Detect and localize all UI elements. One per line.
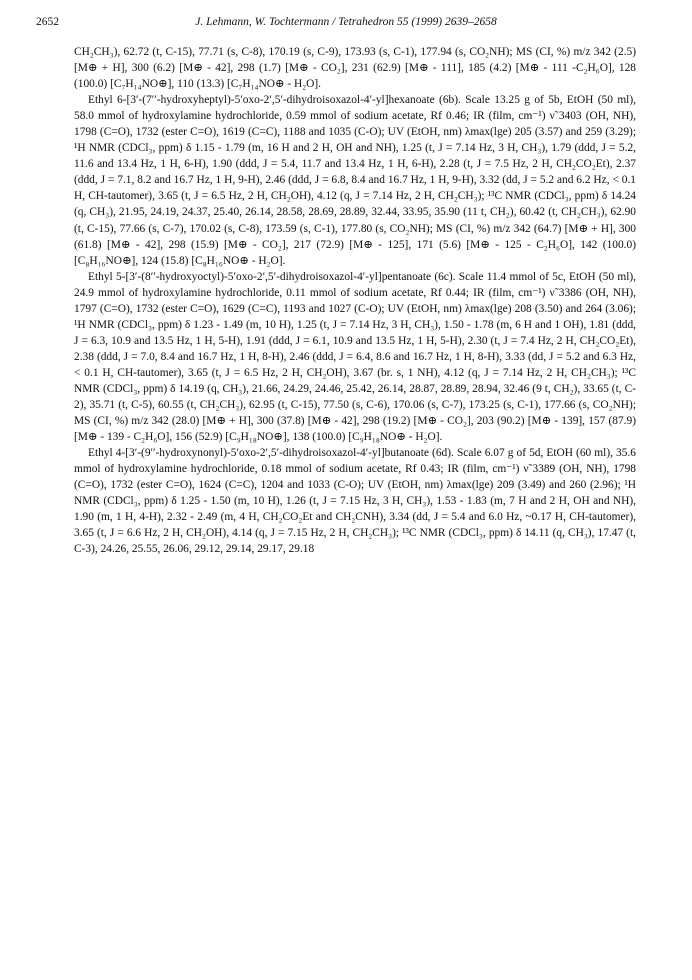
- paragraph-compound-6c: Ethyl 5-[3′-(8′′-hydroxyoctyl)-5′oxo-2′,5′-dihydroisoxazol-4′-yl]pentanoate (6c). Scale 11.4 mmol of 5c, EtOH (50 ml), 24.9 mmol of hydroxylamine hydrochloride, 0.11 mmol of sodium acetate, Rf 0.44; IR (film, cm⁻¹) ν̃ 3386 (OH, NH), 1797 (C=O), 1732 (ester C=O), 1629 (C=C), 1193 and 1027 (C-O); UV (EtOH, nm) λmax(lge) 208 (3.50) and 264 (3.06); ¹H NMR (CDCl₃, ppm) δ 1.23 - 1.49 (m, 10 H), 1.25 (t, J = 7.14 Hz, 3 H, CH₃), 1.50 - 1.78 (m, 6 H and 1 OH), 1.81 (ddd, J = 6.3, 10.9 and 13.5 Hz, 1 H, 5-H), 1.91 (ddd, J = 6.1, 10.9 and 13.5 Hz, 1 H, 5-H), 2.30 (t, J = 7.4 Hz, 2 H, CH₂CO₂Et), 2.38 (ddd, J = 7.0, 8.4 and 16.7 Hz, 1 H, 8-H), 2.46 (ddd, J = 6.4, 8.6 and 16.7 Hz, 1 H, 8-H), 3.33 (dd, J = 5.2 and 6.3 Hz, < 0.1 H, CH-tautomer), 3.65 (t, J = 6.5 Hz, 2 H, CH₂OH), 3.67 (br. s, 1 NH), 4.12 (q, J = 7.14 Hz, 2 H, CH₂CH₃); ¹³C NMR (CDCl₃, ppm) δ 14.19 (q, CH₃), 21.66, 24.29, 24.46, 25.42, 26.14, 28.87, 28.89, 28.94, 32.46 (9 t, CH₂), 33.65 (t, C-2), 35.71 (t, C-5), 60.55 (t, CH₂CH₃), 62.95 (t, C-15), 77.50 (s, C-6), 170.06 (s, C-7), 173.25 (s, C-1), 177.66 (s, CO₂NH); MS (CI, %) m/z 342 (28.0) [M⊕ + H], 300 (37.8) [M⊕ - 42], 298 (19.2) [M⊕ - CO₂], 203 (90.2) [M⊕ - 139], 157 (87.9) [M⊕ - 139 - C₂H₆O], 156 (52.9) [C₉H₁₈NO⊕], 138 (100.0) [C₉H₁₈NO⊕ - H₂O].: [74, 270, 636, 444]
- article-body: [74, 44, 636, 558]
- page-header: [36, 16, 656, 36]
- paragraph-continuation: CH₂CH₃), 62.72 (t, C-15), 77.71 (s, C-8), 170.19 (s, C-9), 173.93 (s, C-1), 177.94 (s, CO₂NH); MS (CI, %) m/z 342 (2.5) [M⊕ + H], 300 (6.2) [M⊕ - 42], 298 (1.7) [M⊕ - CO₂], 231 (62.9) [M⊕ - 111], 185 (4.2) [M⊕ - 111 -C₂H₆O], 128 (100.0) [C₇H₁₄NO⊕], 110 (13.3) [C₇H₁₄NO⊕ - H₂O].: [74, 46, 636, 91]
- paragraph-compound-6b: Ethyl 6-[3′-(7′′-hydroxyheptyl)-5′oxo-2′,5′-dihydroisoxazol-4′-yl]hexanoate (6b). Scale 13.25 g of 5b, EtOH (50 ml), 58.0 mmol of hydroxylamine hydrochloride, 0.59 mmol of sodium acetate, Rf 0.46; IR (film, cm⁻¹) ν̃ 3403 (OH, NH), 1798 (C=O), 1732 (ester C=O), 1619 (C=C), 1188 and 1035 (C-O); UV (EtOH, nm) λmax(lge) 205 (3.57) and 259 (3.29); ¹H NMR (CDCl₃, ppm) δ 1.15 - 1.79 (m, 16 H and 2 H, OH and NH), 1.25 (t, J = 7.14 Hz, 3 H, CH₃), 1.79 (ddd, J = 5.2, 11.6 and 13.4 Hz, 1 H, 6-H), 1.90 (ddd, J = 5.4, 11.7 and 13.4 Hz, 1 H, 6-H), 2.28 (t, J = 7.5 Hz, 2 H, CH₂CO₂Et), 2.37 (ddd, J = 7.1, 8.2 and 16.7 Hz, 1 H, 9-H), 2.46 (ddd, J = 6.8, 8.4 and 16.7 Hz, 1 H, 9-H), 3.32 (dd, J = 5.2 and 6.2 Hz, < 0.1 H, CH-tautomer), 3.65 (t, J = 6.5 Hz, 2 H, CH₂OH), 4.12 (q, J = 7.14 Hz, 2 H, CH₂CH₃); ¹³C NMR (CDCl₃, ppm) δ 14.24 (q, CH₃), 21.95, 24.19, 24.37, 25.40, 26.14, 28.58, 28.69, 28.89, 32.44, 33.95, 35.90 (11 t, CH₂), 60.42 (t, CH₂CH₃), 62.90 (t, C-15), 77.66 (s, C-7), 170.02 (s, C-8), 173.59 (s, C-1), 177.80 (s, CO₂NH); MS (CI, %) m/z 342 (64.7) [M⊕ + H], 300 (61.8) [M⊕ - 42], 298 (15.9) [M⊕ - CO₂], 217 (72.9) [M⊕ - 125], 171 (5.6) [M⊕ - 125 - C₂H₆O], 142 (100.0) [C₈H₁₆NO⊕], 124 (15.8) [C₈H₁₆NO⊕ - H₂O].: [74, 94, 636, 267]
- page-number: 2652: [36, 16, 59, 28]
- running-title: J. Lehmann, W. Tochtermann / Tetrahedron 55 (1999) 2639–2658: [195, 16, 497, 28]
- paragraph-compound-6d: Ethyl 4-[3′-(9′′-hydroxynonyl)-5′oxo-2′,5′-dihydroisoxazol-4′-yl]butanoate (6d). Scale 6.07 g of 5d, EtOH (60 ml), 35.6 mmol of hydroxylamine hydrochloride, 0.18 mmol of sodium acetate, Rf 0.43; IR (film, cm⁻¹) ν̃ 3389 (OH, NH), 1798 (C=O), 1732 (ester C=O), 1624 (C=C), 1204 and 1033 (C-O); UV (EtOH, nm) λmax(lge) 209 (3.49) and 260 (2.96); ¹H NMR (CDCl₃, ppm) δ 1.25 - 1.50 (m, 10 H), 1.26 (t, J = 7.15 Hz, 3 H, CH₃), 1.53 - 1.83 (m, 7 H and 2 H, OH and NH), 1.90 (m, 1 H, 4-H), 2.32 - 2.49 (m, 4 H, CH₂CO₂Et and CH₂CNH), 3.34 (dd, J = 5.4 and 6.0 Hz, ~0.17 H, CH-tautomer), 3.65 (t, J = 6.6 Hz, 2 H, CH₂OH), 4.14 (q, J = 7.15 Hz, 2 H, CH₂CH₃); ¹³C NMR (CDCl₃, ppm) δ 14.11 (q, CH₃), 17.47 (t, C-3), 24.26, 25.55, 26.06, 29.12, 29.14, 29.17, 29.18: [74, 447, 636, 556]
